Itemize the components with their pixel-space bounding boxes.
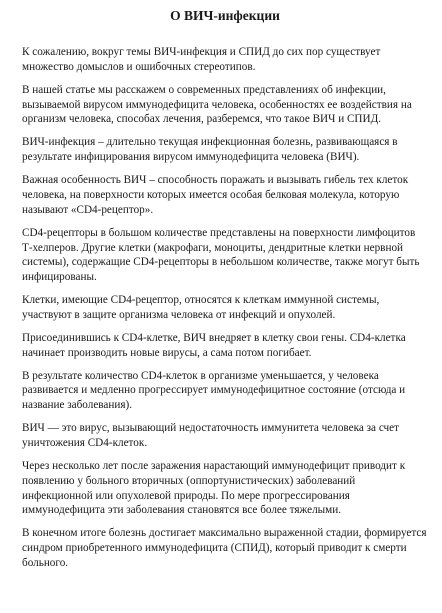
paragraph-intro: К сожалению, вокруг темы ВИЧ-инфекция и СПИД до сих пор существует множество домыслов и ошибочных стереотипов. (22, 46, 381, 73)
paragraph-virus-replication: Присоединившись к CD4-клетке, ВИЧ внедряет в клетку свои гены. CD4-клетка начинает производить новые вирусы, а сама потом погибает. (22, 331, 406, 359)
paragraph-cd4-receptor: Важная особенность ВИЧ – способность поражать и вызывать гибель тех клеток человека, на поверхности которых имеется особая белковая молекула, которую называют «CD4-рецептор». (22, 174, 409, 216)
document-title: О ВИЧ-инфекции (170, 8, 280, 23)
paragraph-secondary-diseases: Через несколько лет после заражения нарастающий иммунодефицит приводит к появлению у больного вторичных (оппортунистических) заболеваний инфекционной или опухолевой природы. По мере прогрессирования иммунодефицита эти заболевания становятся все более тяжелыми. (22, 460, 406, 517)
paragraph-hiv-definition: ВИЧ-инфекция – длительно текущая инфекционная болезнь, развивающаяся в результате инфицирования вирусом иммунодефицита человека (ВИЧ). (22, 136, 398, 164)
paragraph-immune-cells: Клетки, имеющие CD4-рецептор, относятся к клеткам иммунной системы, участвуют в защите организма человека от инфекций и опухолей. (22, 294, 380, 321)
paragraph-aids-stage: В конечном итоге болезнь достигает максимально выраженной стадии, формируется синдром приобретенного иммунодефицита (СПИД), который приводит к смерти больного. (22, 527, 427, 569)
paragraph-hiv-summary: ВИЧ — это вирус, вызывающий недостаточность иммунитета человека за счет уничтожения CD4-клеток. (22, 422, 400, 450)
document-body (22, 45, 428, 571)
paragraph-article-overview: В нашей статье мы расскажем о современных представлениях об инфекции, вызываемой вирусом иммунодефицита человека, особенностях ее воздействия на организм человека, способах лечения, разберемся, что такое ВИЧ и СПИД. (22, 83, 412, 126)
paragraph-immunodeficiency: В результате количество CD4-клеток в организме уменьшается, у человека развивается и медленно прогрессирует иммунодефицитное состояние (отсюда и название заболевания). (22, 369, 406, 412)
paragraph-cd4-cells: CD4-рецепторы в большом количестве представлены на поверхности лимфоцитов Т-хелперов. Другие клетки (макрофаги, моноциты, дендритные клетки нервной системы), содержащие CD4-рецепторы в небольшом количестве, также могут быть инфицированы. (22, 226, 420, 284)
